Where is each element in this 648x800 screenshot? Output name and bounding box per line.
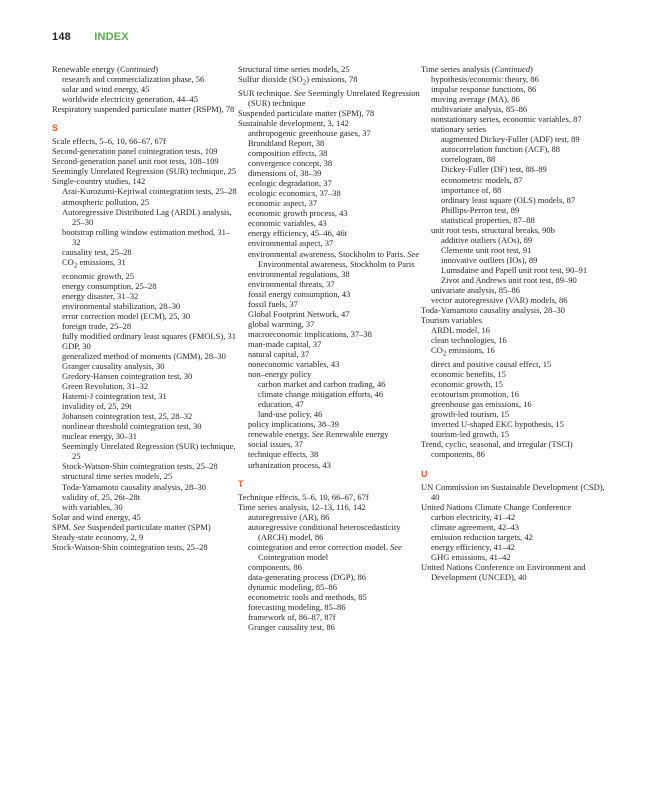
index-subentry: Seemingly Unrelated Regression (SUR) technique, 25 — [62, 441, 236, 462]
index-subentry: anthropogenic greenhouse gases, 37 — [248, 127, 371, 138]
index-subentry: policy implications, 38–39 — [248, 419, 339, 430]
index-subentry: Toda-Yamamoto causality analysis, 28–30 — [62, 481, 206, 492]
index-subentry: clean technologies, 16 — [431, 335, 507, 346]
index-subentry: Johansen cointegration test, 25, 28–32 — [62, 411, 193, 422]
index-subentry: fully modified ordinary least squares (FMOLS), 31 — [62, 330, 236, 341]
index-entry: Respiratory suspended particulate matter (RSPM), 78 — [52, 104, 235, 115]
index-subentry: renewable energy. See Renewable energy — [248, 429, 389, 440]
index-subentry: foreign trade, 25–28 — [62, 320, 132, 331]
index-column-left — [52, 64, 237, 552]
index-subentry: univariate analysis, 85–86 — [431, 285, 520, 296]
index-entry: Second-generation panel cointegration tests, 109 — [52, 146, 218, 157]
index-subentry: climate change mitigation efforts, 46 — [258, 389, 384, 400]
index-subentry: land-use policy, 46 — [258, 409, 323, 420]
index-subentry: Gredory-Hansen cointegration test, 30 — [62, 371, 193, 381]
index-subentry: carbon market and carbon trading, 46 — [258, 379, 386, 390]
index-subentry: GHG emissions, 41–42 — [431, 551, 511, 562]
index-subentry: Global Footprint Network, 47 — [248, 308, 350, 319]
index-subentry: social issues, 37 — [248, 439, 304, 450]
index-entry: United Nations Conference on Environment and Development (UNCED), 40 — [421, 561, 586, 582]
index-subentry: climate agreement, 42–43 — [431, 521, 520, 532]
index-entry: Scale effects, 5–6, 10, 66–67, 67f — [52, 136, 166, 147]
index-subentry: Granger causality analysis, 30 — [62, 360, 165, 371]
index-subentry: urbanization process, 43 — [248, 459, 331, 470]
index-entry: Steady-state economy, 2, 9 — [52, 531, 144, 542]
index-subentry: $CO_2$ emissions, 31 — [62, 256, 126, 270]
index-subentry: autocorrelation function (ACF), 88 — [441, 144, 560, 155]
index-entry: Sulfur dioxide $(SO_2)$ emissions, 78 — [238, 74, 358, 87]
index-subentry: structural time series models, 25 — [62, 471, 173, 482]
index-subentry: multivariate analysis, 85–86 — [431, 104, 528, 115]
index-subentry: energy efficiency, 45–46, 46t — [248, 228, 347, 239]
index-entry: Trend, cyclic, seasonal, and irregular (TSCI) components, 86 — [421, 439, 573, 460]
index-subentry: environmental stabilization, 28–30 — [62, 300, 181, 311]
index-entry: Renewable energy (Continued) — [52, 64, 159, 74]
index-entry: UN Commission on Sustainable Development (CSD), 40 — [421, 481, 605, 502]
index-subentry: dimensions of, 38–39 — [248, 168, 322, 179]
index-subentry: research and commercialization phase, 56 — [62, 74, 205, 85]
index-subentry: worldwide electricity generation, 44–45 — [62, 94, 198, 105]
index-subentry: unit root tests, structural breaks, 90b — [431, 224, 555, 235]
index-subentry: man-made capital, 37 — [248, 338, 322, 349]
index-entry: Technique effects, 5–6, 10, 66–67, 67f — [238, 491, 369, 502]
index-subentry: Green Revolution, 31–32 — [62, 381, 149, 392]
index-subentry: econometric tools and methods, 85 — [248, 592, 367, 603]
index-subentry: global warming, 37 — [248, 318, 315, 329]
index-subentry: fossil fuels, 37 — [248, 298, 298, 309]
section-letter: T — [238, 478, 244, 489]
index-entry: Seemingly Unrelated Regression (SUR) technique, 25 — [52, 166, 237, 177]
index-subentry: with variables, 30 — [62, 501, 123, 512]
index-subentry: cointegration and error correction model. See Cointegration model — [248, 541, 402, 562]
index-subentry: education, 47 — [258, 399, 304, 410]
index-subentry: stationary series — [431, 124, 486, 135]
index-subentry: nuclear energy, 30–31 — [62, 431, 138, 442]
index-subentry: growth-led tourism, 15 — [431, 409, 510, 420]
index-entry: Stock-Watson-Shin cointegration tests, 25–28 — [52, 541, 208, 552]
index-subentry: hypothesis/economic theory, 86 — [431, 74, 539, 85]
index-subentry: augmented Dickey-Fuller (ADF) test, 89 — [441, 134, 580, 145]
section-letter: S — [52, 123, 59, 134]
index-subentry: dynamic modeling, 85–86 — [248, 581, 338, 592]
index-subentry: Brundtland Report, 38 — [248, 138, 325, 149]
index-subentry: Zivot and Andrews unit root test, 89–90 — [441, 274, 577, 285]
index-subentry: Arai-Kurozumi-Kejriwal cointegration tests, 25–28 — [62, 186, 237, 197]
index-subentry: economic growth, 15 — [431, 379, 503, 390]
index-subentry: noneconomic variables, 43 — [248, 359, 340, 370]
index-subentry: vector autoregressive (VAR) models, 86 — [431, 295, 568, 306]
index-entry: Time series analysis, 12–13, 116, 142 — [238, 501, 366, 512]
index-subentry: fossil energy consumption, 43 — [248, 288, 351, 299]
index-subentry: bootstrap rolling window estimation method, 31–32 — [62, 226, 231, 247]
index-subentry: emission reduction targets, 42 — [431, 531, 533, 542]
index-subentry: convergence concept, 38 — [248, 158, 333, 169]
index-subentry: natural capital, 37 — [248, 349, 310, 359]
index-subentry: forecasting modeling, 85–86 — [248, 602, 346, 613]
index-subentry: error correction model (ECM), 25, 30 — [62, 310, 191, 321]
index-subentry: economic growth process, 43 — [248, 208, 348, 219]
index-subentry: econometric models, 87 — [441, 174, 523, 185]
index-subentry: correlogram, 88 — [441, 154, 496, 165]
index-subentry: economic benefits, 15 — [431, 369, 506, 380]
index-subentry: greenhouse gas emissions, 16 — [431, 399, 532, 410]
index-subentry: economic aspect, 37 — [248, 198, 318, 209]
index-subentry: ARDL model, 16 — [431, 325, 490, 336]
index-subentry: generalized method of moments (GMM), 28–30 — [62, 350, 226, 361]
index-subentry: ordinary least square (OLS) models, 87 — [441, 194, 576, 205]
index-column-middle — [238, 64, 423, 632]
index-subentry: impulse response functions, 86 — [431, 84, 537, 95]
index-subentry: ecologic economics, 37–38 — [248, 188, 341, 199]
index-subentry: technique effects, 38 — [248, 449, 319, 460]
index-entry: Second-generation panel unit root tests, 108–109 — [52, 156, 219, 167]
index-entry: Suspended particulate matter (SPM), 78 — [238, 107, 375, 118]
index-entry: Time series analysis (Continued) — [421, 64, 533, 74]
index-subentry: validity of, 25, 26t–28t — [62, 491, 141, 502]
index-subentry: nonstationary series, economic variables, 87 — [431, 114, 582, 125]
page-title: INDEX — [94, 31, 129, 43]
index-entry: SUR technique. See Seemingly Unrelated Regression (SUR) technique — [238, 87, 420, 108]
index-subentry: autoregressive (AR), 86 — [248, 511, 330, 522]
index-subentry: ecologic degradation, 37 — [248, 178, 332, 189]
index-subentry: environmental regulations, 38 — [248, 268, 350, 279]
index-subentry: energy efficiency, 41–42 — [431, 541, 515, 552]
index-subentry: environmental threats, 37 — [248, 278, 335, 289]
index-column-right — [421, 64, 611, 582]
index-subentry: components, 86 — [248, 561, 302, 572]
index-subentry: autoregressive conditional heteroscedasticity (ARCH) model, 86 — [248, 521, 401, 542]
index-subentry: energy disaster, 31–32 — [62, 290, 139, 301]
index-entry: Solar and wind energy, 45 — [52, 511, 141, 522]
index-subentry: solar and wind energy, 45 — [62, 84, 150, 95]
index-entry: Single-country studies, 142 — [52, 176, 146, 187]
index-subentry: environmental aspect, 37 — [248, 238, 334, 249]
index-subentry: direct and positive causal effect, 15 — [431, 359, 552, 370]
index-subentry: Phillips-Perron test, 89 — [441, 204, 520, 215]
index-subentry: Clemente unit root test, 91 — [441, 244, 532, 255]
index-subentry: Dickey-Fuller (DF) test, 88–89 — [441, 164, 547, 175]
index-entry: Structural time series models, 25 — [238, 64, 350, 74]
index-subentry: GDP, 30 — [62, 340, 91, 351]
index-entry: United Nations Climate Change Conference — [421, 501, 572, 512]
index-subentry: ecotourism promotion, 16 — [431, 389, 520, 400]
index-subentry: invalidity of, 25, 29t — [62, 401, 132, 412]
index-entry: Toda-Yamamoto causality analysis, 28–30 — [421, 305, 565, 316]
index-entry: Sustainable development, 3, 142 — [238, 117, 349, 128]
index-subentry: data-generating process (DGP), 86 — [248, 571, 367, 582]
index-subentry: $CO_2$ emissions, 16 — [431, 345, 495, 358]
index-subentry: environmental awareness, Stockholm to Paris. See Environmental awareness, Stockholm to Paris — [248, 248, 420, 269]
index-subentry: Lumsdaine and Papell unit root test, 90–91 — [441, 264, 588, 275]
index-entry: Tourism variables — [421, 315, 483, 326]
index-subentry: causality test, 25–28 — [62, 246, 132, 257]
index-subentry: economic variables, 43 — [248, 218, 327, 229]
index-subentry: Granger causality test, 86 — [248, 622, 335, 633]
index-subentry: energy consumption, 25–28 — [62, 280, 157, 291]
page-number: 148 — [52, 31, 71, 43]
index-subentry: macroeconomic implications, 37–38 — [248, 328, 372, 339]
index-subentry: Hatemi-J cointegration test, 31 — [62, 391, 167, 402]
page-header — [52, 31, 129, 43]
section-letter: U — [421, 468, 428, 479]
index-subentry: statistical properties, 87–88 — [441, 214, 535, 225]
index-subentry: additive outliers (AOs), 89 — [441, 234, 533, 245]
index-subentry: innovative outliers (IOs), 89 — [441, 254, 538, 265]
index-subentry: inverted U-shaped EKC hypothesis, 15 — [431, 419, 564, 430]
index-subentry: moving average (MA), 86 — [431, 94, 520, 105]
index-subentry: economic growth, 25 — [62, 270, 134, 281]
index-subentry: Autoregressive Distributed Lag (ARDL) analysis, 25–30 — [62, 206, 232, 227]
index-subentry: non–energy policy — [248, 369, 312, 380]
index-subentry: composition effects, 38 — [248, 148, 328, 159]
index-subentry: framework of, 86–87, 87f — [248, 612, 336, 623]
index-subentry: tourism-led growth, 15 — [431, 429, 510, 440]
index-subentry: carbon electricity, 41–42 — [431, 511, 516, 522]
index-subentry: nonlinear threshold cointegration test, 30 — [62, 421, 202, 432]
index-subentry: Stock-Watson-Shin cointegration tests, 25–28 — [62, 461, 218, 472]
index-entry: SPM. See Suspended particulate matter (SPM) — [52, 521, 211, 532]
index-subentry: atmospheric pollution, 25 — [62, 196, 150, 207]
index-subentry: importance of, 88 — [441, 184, 502, 195]
